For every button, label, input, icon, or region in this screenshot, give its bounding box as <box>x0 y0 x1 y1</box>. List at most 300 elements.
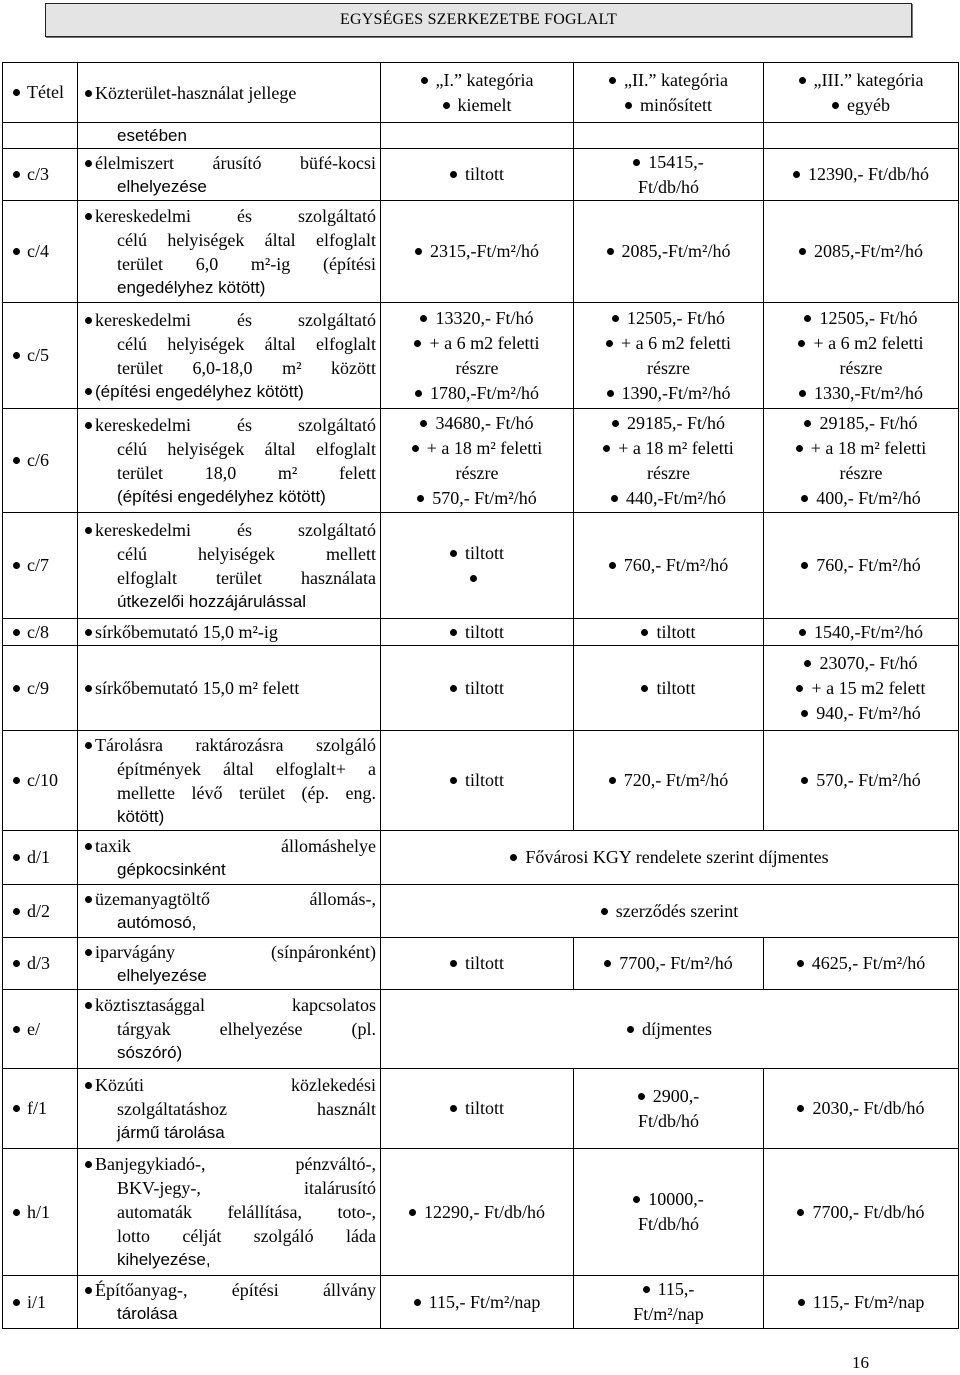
cell-line <box>85 413 376 437</box>
cell-line <box>13 80 73 105</box>
bullet-icon <box>414 1299 421 1306</box>
bullet-icon <box>13 457 20 464</box>
bullet-icon <box>796 685 803 692</box>
bullet-icon <box>450 629 457 636</box>
cell-line <box>385 1096 569 1121</box>
category-iii-fee-cell <box>764 646 959 731</box>
cell-text: részre <box>647 357 690 378</box>
item-code-cell <box>3 513 78 619</box>
cell-text: tiltott <box>464 953 504 973</box>
cell-text: kötött) <box>117 806 165 826</box>
table-row <box>3 303 959 409</box>
bullet-icon <box>13 171 20 178</box>
category-ii-fee-cell <box>574 201 764 303</box>
cell-line <box>85 204 376 228</box>
category-iii-fee-cell <box>764 938 959 990</box>
bullet-icon <box>13 562 20 569</box>
cell-text: tiltott <box>464 677 504 698</box>
cell-text: 12505,- Ft/hó <box>819 307 918 328</box>
all-categories-fee-cell <box>381 831 959 885</box>
cell-text: üzemanyagtöltő állomás-, <box>95 889 376 909</box>
item-code-cell <box>3 409 78 513</box>
header-row <box>3 63 959 123</box>
bullet-icon <box>797 1105 804 1112</box>
cell-line <box>85 437 376 461</box>
cell-line <box>578 306 759 331</box>
cell-text: építmények által elfoglalt+ a <box>117 758 376 779</box>
cell-text: tiltott <box>464 621 504 642</box>
cell-text: Építőanyag-, építési állvány <box>95 1280 376 1300</box>
bullet-icon <box>13 777 20 784</box>
table-row <box>3 731 959 831</box>
bullet-icon <box>612 420 619 427</box>
cell-line <box>85 781 376 805</box>
cell-line <box>85 964 376 988</box>
category-i-fee-cell <box>381 938 574 990</box>
bullet-icon <box>85 388 92 395</box>
cell-line <box>385 381 569 406</box>
usage-description-cell <box>78 409 381 513</box>
item-code: c/5 <box>27 345 49 365</box>
cell-text: Ft/db/hó <box>637 1214 699 1234</box>
cell-line <box>768 1200 954 1225</box>
category-ii-fee-cell <box>574 1149 764 1276</box>
cell-text: 2315,-Ft/m²/hó <box>430 241 539 261</box>
bullet-icon <box>85 422 92 429</box>
item-code-cell <box>3 1149 78 1276</box>
bullet-icon <box>604 960 611 967</box>
bullet-icon <box>801 777 808 784</box>
cell-text: elhelyezése <box>117 176 207 196</box>
cell-text: díjmentes <box>642 1018 712 1039</box>
cell-line <box>385 411 569 436</box>
category-iii-fee-cell <box>764 149 959 201</box>
bullet-icon <box>607 248 614 255</box>
cell-text: „I.” kategória <box>435 69 534 90</box>
cell-text: 10000,- <box>648 1189 704 1209</box>
cell-text: köztisztasággal kapcsolatos <box>95 995 376 1015</box>
bullet-icon <box>13 1026 20 1033</box>
bullet-icon <box>606 340 613 347</box>
cell-line <box>85 1224 376 1248</box>
bullet-icon <box>85 896 92 903</box>
cell-line <box>385 899 954 924</box>
cell-text: részre <box>455 462 499 483</box>
bullet-icon <box>798 340 805 347</box>
bullet-icon <box>13 89 20 96</box>
cell-line <box>85 252 376 276</box>
header-continuation-text: esetében <box>117 125 187 145</box>
fee-table <box>2 62 959 1329</box>
cell-text: 7700,- Ft/db/hó <box>812 1201 925 1222</box>
bullet-icon <box>601 908 608 915</box>
cell-text: 29185,- Ft/hó <box>626 412 725 433</box>
item-code-cell <box>3 149 78 201</box>
cell-text: autómosó, <box>117 913 197 932</box>
cell-text: Banjegykiadó-, pénzváltó-, <box>95 1154 376 1174</box>
header-cell-category-i <box>381 63 574 123</box>
cell-line <box>578 768 759 793</box>
cell-line <box>85 276 376 300</box>
bullet-icon <box>85 527 92 534</box>
cell-line <box>13 1200 73 1225</box>
cell-line <box>768 93 954 118</box>
cell-line <box>85 228 376 252</box>
cell-line <box>85 834 376 858</box>
table-row <box>3 149 959 201</box>
bullet-icon <box>627 1026 634 1033</box>
cell-line <box>85 566 376 590</box>
table-row <box>3 513 959 619</box>
cell-text: (építési engedélyhez kötött) <box>117 486 326 506</box>
cell-line <box>85 1278 376 1302</box>
cell-line <box>578 1277 759 1302</box>
cell-line <box>13 1290 73 1315</box>
item-code: h/1 <box>27 1201 51 1222</box>
cell-line <box>578 93 759 118</box>
bullet-icon <box>85 317 92 324</box>
cell-text: + a 18 m² feletti <box>810 437 927 458</box>
item-code: c/9 <box>27 677 49 698</box>
item-code: e/ <box>27 1018 40 1039</box>
cell-text: minősített <box>640 94 712 115</box>
bullet-icon <box>414 340 421 347</box>
bullet-icon <box>85 1287 92 1294</box>
bullet-icon <box>13 1105 20 1112</box>
cell-line <box>85 1017 376 1041</box>
cell-text: automaták felállítása, toto-, <box>117 1202 376 1222</box>
cell-text: Fővárosi KGY rendelete szerint díjmentes <box>525 847 829 867</box>
cell-text: Közterület-használat jellege <box>95 82 297 103</box>
cell-line <box>85 1248 376 1272</box>
category-iii-fee-cell <box>764 303 959 409</box>
cell-line <box>385 331 569 356</box>
cell-line <box>768 620 954 645</box>
cell-text: kihelyezése, <box>117 1250 211 1269</box>
category-i-fee-cell <box>381 513 574 619</box>
cell-line <box>85 151 376 175</box>
cell-text: Ft/db/hó <box>637 1110 699 1131</box>
cell-line <box>768 486 954 511</box>
item-code: c/10 <box>27 770 58 790</box>
cell-text: + a 15 m2 felett <box>811 677 926 698</box>
bullet-icon <box>799 77 806 84</box>
cell-line <box>13 448 73 473</box>
cell-line <box>85 1152 376 1176</box>
item-code: c/4 <box>27 241 49 261</box>
table-row <box>3 201 959 303</box>
bullet-icon <box>798 1299 805 1306</box>
usage-description-cell <box>78 885 381 938</box>
cell-line <box>768 239 954 264</box>
cell-line <box>768 381 954 406</box>
category-ii-fee-cell <box>574 513 764 619</box>
item-code-cell <box>3 1276 78 1329</box>
cell-text: kereskedelmi és szolgáltató <box>95 414 376 435</box>
bullet-icon <box>793 171 800 178</box>
category-i-fee-cell <box>381 646 574 731</box>
category-iii-fee-cell <box>764 619 959 646</box>
cell-line <box>385 68 569 93</box>
category-ii-fee-cell <box>574 409 764 513</box>
cell-line <box>85 175 376 199</box>
cell-line <box>385 676 569 701</box>
cell-line <box>768 553 954 578</box>
cell-line <box>13 162 73 187</box>
table-row <box>3 1276 959 1329</box>
cell-text: mellette lévő terület (ép. eng. <box>117 782 376 803</box>
cell-line <box>85 1097 376 1121</box>
cell-line <box>85 757 376 781</box>
table-body <box>3 149 959 1329</box>
table-row <box>3 1069 959 1149</box>
cell-text: tiltott <box>656 621 696 642</box>
item-code: i/1 <box>27 1291 47 1312</box>
header-cell-item <box>3 63 78 123</box>
bullet-icon <box>801 562 808 569</box>
bullet-icon <box>13 352 20 359</box>
item-code-cell <box>3 990 78 1069</box>
cell-line <box>85 887 376 911</box>
cell-text: taxik állomáshelye <box>95 835 376 856</box>
bullet-icon <box>611 495 618 502</box>
cell-line <box>85 993 376 1017</box>
cell-line <box>85 542 376 566</box>
cell-line <box>578 486 759 511</box>
cell-line <box>578 239 759 264</box>
cell-line <box>85 124 376 148</box>
usage-description-cell <box>78 149 381 201</box>
cell-text: célú helyiségek által elfoglalt <box>117 438 376 459</box>
bullet-icon <box>633 1196 640 1203</box>
cell-line <box>768 951 954 976</box>
item-code-cell <box>3 831 78 885</box>
cell-text: kereskedelmi és szolgáltató <box>95 205 376 226</box>
cell-text: „III.” kategória <box>813 69 924 90</box>
bullet-icon <box>612 315 619 322</box>
category-ii-fee-cell <box>574 646 764 731</box>
usage-description-cell <box>78 1149 381 1276</box>
usage-description-cell <box>78 646 381 731</box>
bullet-icon <box>796 445 803 452</box>
usage-description-cell <box>78 990 381 1069</box>
item-code: c/8 <box>27 621 49 642</box>
cell-line <box>385 306 569 331</box>
header-cell-category-continuation <box>764 123 959 149</box>
cell-line <box>768 331 954 356</box>
bullet-icon <box>799 390 806 397</box>
cell-line <box>578 1212 759 1237</box>
category-iii-fee-cell <box>764 731 959 831</box>
cell-text: célú helyiségek által elfoglalt <box>117 229 376 250</box>
document-header-title: EGYSÉGES SZERKEZETBE FOGLALT <box>339 11 617 28</box>
cell-line <box>13 845 73 870</box>
header-cell-category-ii <box>574 63 764 123</box>
cell-text: Tétel <box>27 82 64 102</box>
cell-text: 115,- Ft/m²/nap <box>428 1291 541 1312</box>
bullet-icon <box>85 685 92 692</box>
cell-text: 440,-Ft/m²/hó <box>626 487 726 508</box>
page-number: 16 <box>852 1353 869 1372</box>
cell-line <box>385 436 569 461</box>
bullet-icon <box>13 685 20 692</box>
bullet-icon <box>801 495 808 502</box>
item-code-cell <box>3 731 78 831</box>
cell-text: kiemelt <box>457 94 512 115</box>
item-code: d/2 <box>27 900 51 921</box>
category-i-fee-cell <box>381 1276 574 1329</box>
usage-description-cell <box>78 619 381 646</box>
category-i-fee-cell <box>381 731 574 831</box>
bullet-icon <box>804 420 811 427</box>
item-code: f/1 <box>27 1098 47 1118</box>
header-cell-category-continuation <box>381 123 574 149</box>
cell-line <box>385 1290 569 1315</box>
cell-line <box>13 553 73 578</box>
cell-text: szolgáltatáshoz használt <box>117 1098 376 1119</box>
cell-line <box>385 620 569 645</box>
cell-text: szerződés szerint <box>615 900 739 921</box>
cell-line <box>768 436 954 461</box>
cell-text: elhelyezése <box>117 965 207 985</box>
item-code-cell <box>3 938 78 990</box>
table-header <box>3 63 959 149</box>
cell-line <box>85 733 376 757</box>
cell-line <box>385 845 954 870</box>
cell-text: 2085,-Ft/m²/hó <box>621 241 731 261</box>
category-iii-fee-cell <box>764 409 959 513</box>
cell-text: útkezelői hozzájárulással <box>117 591 306 611</box>
cell-text: részre <box>455 357 499 378</box>
cell-text: „II.” kategória <box>624 69 728 90</box>
cell-text: 2085,-Ft/m²/hó <box>814 241 923 261</box>
cell-line <box>385 566 569 591</box>
all-categories-fee-cell <box>381 990 959 1069</box>
cell-text: + a 18 m² feletti <box>426 437 543 458</box>
cell-line <box>13 1096 73 1121</box>
bullet-icon <box>85 160 92 167</box>
cell-text: célú helyiségek mellett <box>117 543 376 564</box>
bullet-icon <box>609 562 616 569</box>
cell-line <box>13 951 73 976</box>
cell-line <box>13 343 73 368</box>
cell-text: + a 6 m2 feletti <box>620 332 732 353</box>
cell-text: 34680,- Ft/hó <box>435 412 534 433</box>
category-ii-fee-cell <box>574 303 764 409</box>
cell-text: 23070,- Ft/hó <box>819 652 918 673</box>
bullet-icon <box>510 854 517 861</box>
table-row <box>3 1149 959 1276</box>
cell-line <box>578 461 759 486</box>
usage-description-cell <box>78 938 381 990</box>
header-cell-category-continuation <box>574 123 764 149</box>
table-row <box>3 885 959 938</box>
cell-text: részre <box>839 462 883 483</box>
cell-line <box>768 68 954 93</box>
cell-text: élelmiszert árusító büfé-kocsi <box>95 152 376 173</box>
category-i-fee-cell <box>381 619 574 646</box>
cell-line <box>385 461 569 486</box>
cell-line <box>85 805 376 829</box>
usage-description-cell <box>78 731 381 831</box>
cell-text: 115,- Ft/m²/nap <box>812 1291 925 1312</box>
cell-line <box>768 768 954 793</box>
bullet-icon <box>607 390 614 397</box>
cell-text: kereskedelmi és szolgáltató <box>95 309 376 330</box>
cell-text: részre <box>839 357 883 378</box>
cell-line <box>13 620 73 645</box>
bullet-icon <box>85 949 92 956</box>
bullet-icon <box>417 495 424 502</box>
cell-line <box>578 436 759 461</box>
usage-description-cell <box>78 831 381 885</box>
cell-text: jármű tárolása <box>117 1122 225 1142</box>
cell-text: 1780,-Ft/m²/hó <box>430 382 539 403</box>
cell-text: sírkőbemutató 15,0 m²-ig <box>95 622 278 642</box>
cell-text: 13320,- Ft/hó <box>435 307 534 328</box>
bullet-icon <box>85 1002 92 1009</box>
table-row <box>3 831 959 885</box>
item-code: d/3 <box>27 953 51 973</box>
bullet-icon <box>450 1105 457 1112</box>
cell-text: elfoglalt terület használata <box>117 567 376 588</box>
cell-line <box>85 332 376 356</box>
bullet-icon <box>420 420 427 427</box>
cell-line <box>13 1017 73 1042</box>
cell-text: egyéb <box>847 94 890 115</box>
cell-text: sószóró) <box>117 1043 183 1062</box>
bullet-icon <box>13 1299 20 1306</box>
document-header-box <box>45 3 912 37</box>
cell-text: 12390,- Ft/db/hó <box>807 164 929 184</box>
cell-line <box>578 676 759 701</box>
category-i-fee-cell <box>381 1149 574 1276</box>
cell-text: tárolása <box>117 1304 178 1323</box>
cell-text: 1330,-Ft/m²/hó <box>814 382 923 403</box>
bullet-icon <box>13 854 20 861</box>
bullet-icon <box>412 445 419 452</box>
cell-text: 1390,-Ft/m²/hó <box>621 382 731 403</box>
cell-text: 7700,- Ft/m²/hó <box>619 953 733 973</box>
bullet-icon <box>804 660 811 667</box>
item-code: c/6 <box>27 450 49 470</box>
cell-line <box>578 356 759 381</box>
cell-line <box>13 676 73 701</box>
bullet-icon <box>13 960 20 967</box>
cell-text: Ft/m²/nap <box>633 1304 704 1324</box>
cell-line <box>578 1084 759 1109</box>
table-row <box>3 646 959 731</box>
cell-line <box>85 1200 376 1224</box>
cell-line <box>768 356 954 381</box>
header-cell-usage <box>78 63 381 123</box>
item-code-cell <box>3 619 78 646</box>
cell-line <box>85 676 376 700</box>
bullet-icon <box>85 90 92 97</box>
cell-text: 760,- Ft/m²/hó <box>623 555 729 575</box>
cell-text: Ft/db/hó <box>637 176 699 197</box>
cell-line <box>85 308 376 332</box>
cell-line <box>85 485 376 509</box>
cell-line <box>385 239 569 264</box>
cell-text: gépkocsinként <box>117 859 226 879</box>
bullet-icon <box>797 1209 804 1216</box>
item-code: c/3 <box>27 164 49 184</box>
cell-line <box>578 150 759 175</box>
bullet-icon <box>603 445 610 452</box>
cell-text: 2030,- Ft/db/hó <box>812 1098 925 1118</box>
category-i-fee-cell <box>381 303 574 409</box>
